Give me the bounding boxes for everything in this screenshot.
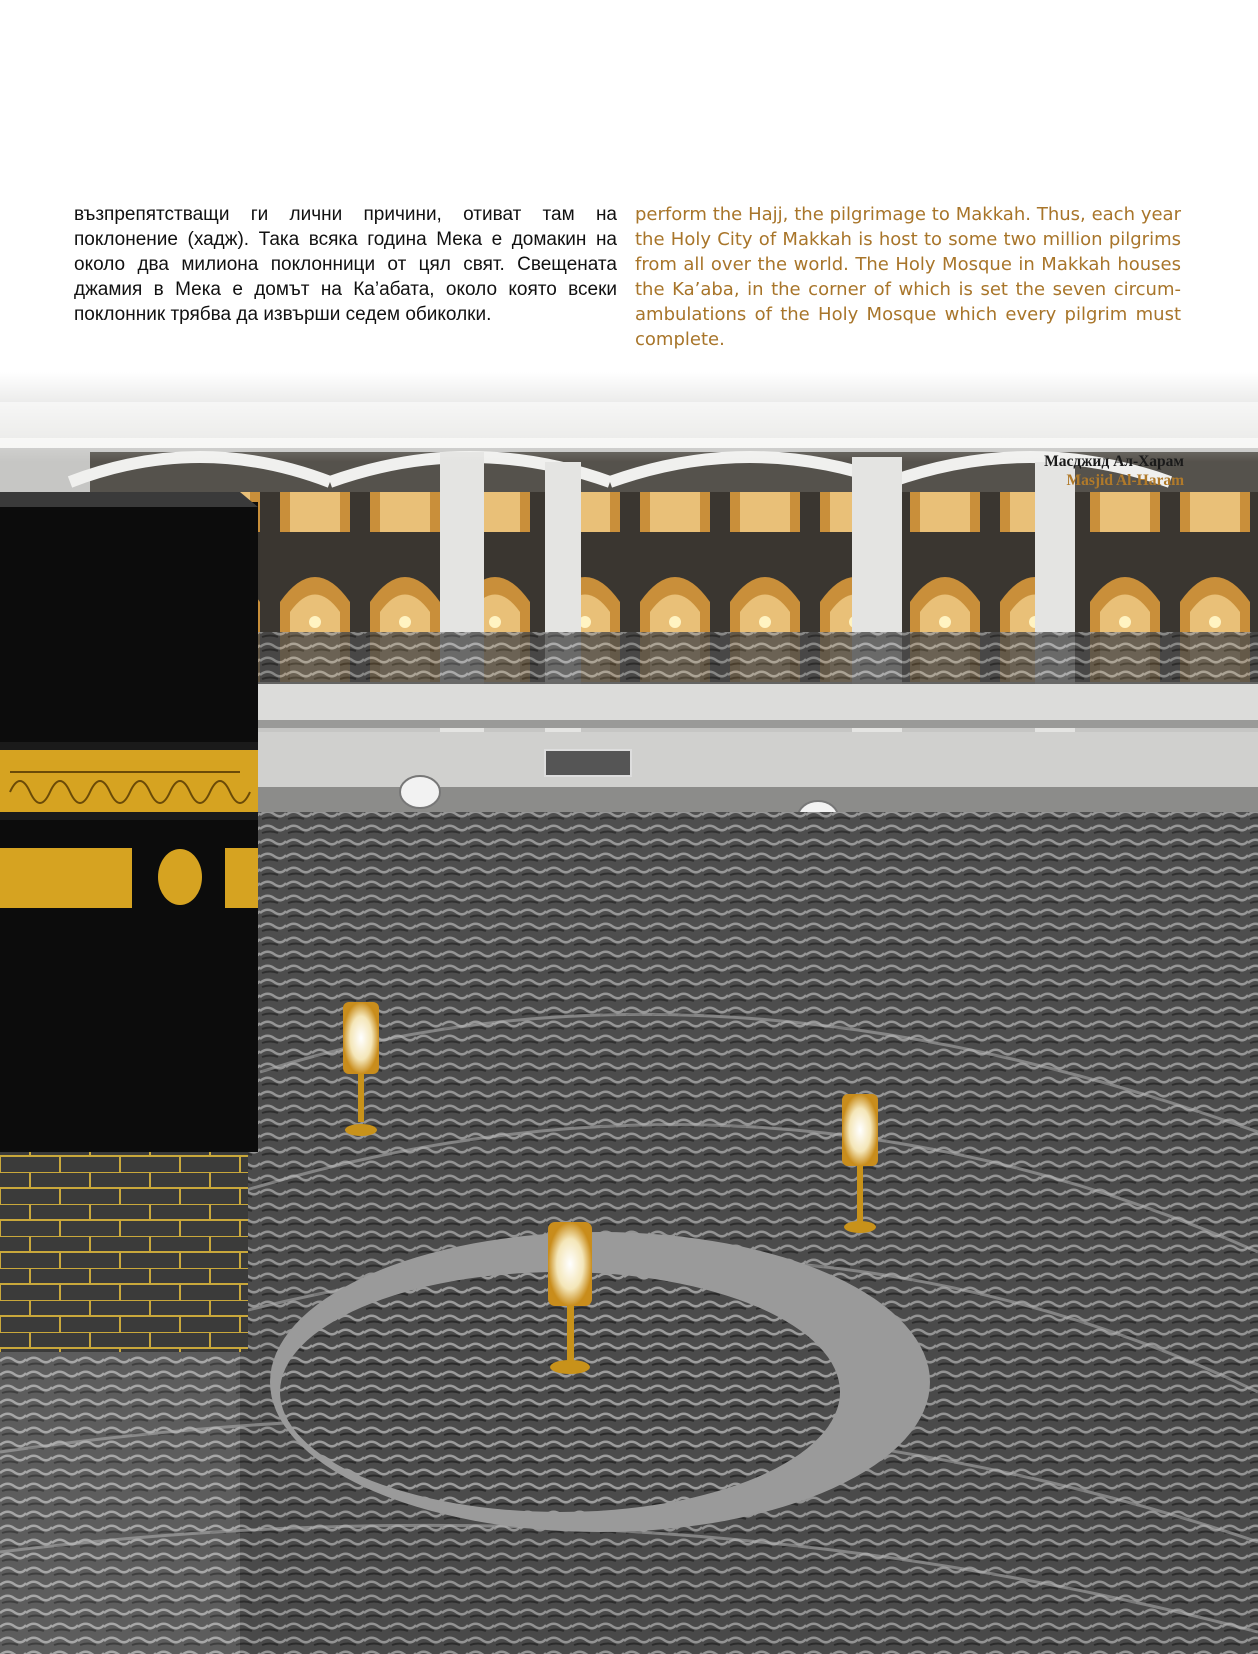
caption-bulgarian: Масджид Ал-Харам xyxy=(1044,453,1184,470)
masjid-al-haram-photo xyxy=(0,372,1258,1654)
english-paragraph: perform the Hajj, the pilgrimage to Makkah. Thus, each year the Holy City of Makkah is host to some two million pilgrims from all over the world. The Holy Mosque in Makkah houses the Ka’aba, in the corner of which is set the seven circum-ambulations of the Holy Mosque which every pilgrim must complete. xyxy=(635,204,1181,350)
caption-english: Masjid Al-Haram xyxy=(1066,472,1184,489)
photo-caption xyxy=(1044,452,1184,490)
kaaba xyxy=(0,492,258,1352)
bulgarian-paragraph: възпрепятстващи ги лични причини, отиват там на поклонение (хадж). Така всяка година Мека е домакин на около два милиона поклонници от цял свят. Свещената джамия в Мека е домът на Ка’абата, около която всеки поклонник трябва да извърши седем обиколки. xyxy=(74,204,617,325)
